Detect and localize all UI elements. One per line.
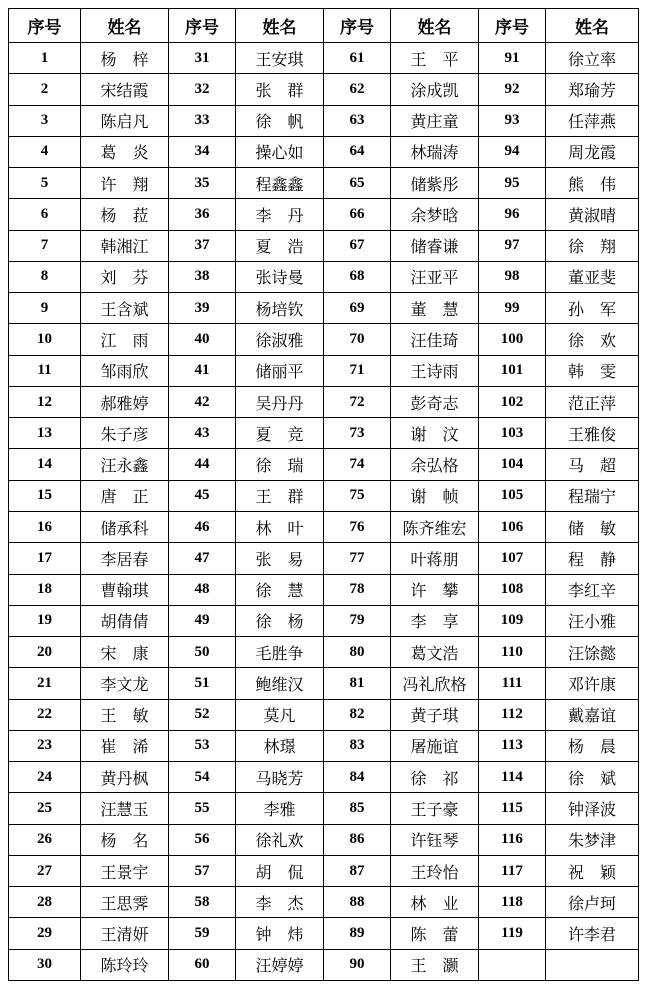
name-cell: 马 超 — [546, 449, 639, 480]
table-row — [9, 574, 639, 605]
index-cell: 7 — [9, 230, 81, 261]
index-cell: 78 — [324, 574, 391, 605]
index-cell: 76 — [324, 511, 391, 542]
name-cell: 汪永鑫 — [81, 449, 169, 480]
index-cell: 13 — [9, 418, 81, 449]
index-cell: 79 — [324, 605, 391, 636]
name-cell: 汪小雅 — [546, 605, 639, 636]
name-cell: 余梦晗 — [391, 199, 479, 230]
name-cell: 许钰琴 — [391, 824, 479, 855]
index-cell: 18 — [9, 574, 81, 605]
name-cell: 黄子琪 — [391, 699, 479, 730]
index-cell: 70 — [324, 324, 391, 355]
index-cell: 57 — [169, 855, 236, 886]
name-cell: 葛文浩 — [391, 637, 479, 668]
name-cell: 林瑞涛 — [391, 136, 479, 167]
table-row — [9, 887, 639, 918]
name-cell: 朱子彦 — [81, 418, 169, 449]
table-row — [9, 668, 639, 699]
index-cell: 5 — [9, 168, 81, 199]
name-cell: 程鑫鑫 — [236, 168, 324, 199]
index-cell: 109 — [479, 605, 546, 636]
name-cell: 王思霁 — [81, 887, 169, 918]
name-cell: 林 叶 — [236, 511, 324, 542]
table-row — [9, 511, 639, 542]
index-cell: 74 — [324, 449, 391, 480]
name-cell: 董 慧 — [391, 293, 479, 324]
header-name-cell: 姓名 — [236, 9, 324, 43]
table-row — [9, 949, 639, 980]
index-cell: 92 — [479, 74, 546, 105]
index-cell: 36 — [169, 199, 236, 230]
index-cell: 47 — [169, 543, 236, 574]
index-cell: 83 — [324, 730, 391, 761]
index-cell: 71 — [324, 355, 391, 386]
table-row — [9, 855, 639, 886]
header-row — [9, 9, 639, 43]
name-cell: 黄丹枫 — [81, 762, 169, 793]
name-cell: 徐 帆 — [236, 105, 324, 136]
header-index-cell: 序号 — [9, 9, 81, 43]
name-cell: 崔 浠 — [81, 730, 169, 761]
name-cell: 徐 斌 — [546, 762, 639, 793]
index-cell: 111 — [479, 668, 546, 699]
index-cell: 29 — [9, 918, 81, 949]
index-cell: 96 — [479, 199, 546, 230]
index-cell: 37 — [169, 230, 236, 261]
index-cell: 52 — [169, 699, 236, 730]
index-cell: 54 — [169, 762, 236, 793]
index-cell: 39 — [169, 293, 236, 324]
name-cell: 徐立率 — [546, 43, 639, 74]
table-row — [9, 480, 639, 511]
index-cell: 114 — [479, 762, 546, 793]
table-row — [9, 230, 639, 261]
index-cell: 93 — [479, 105, 546, 136]
index-cell: 90 — [324, 949, 391, 980]
table-row — [9, 762, 639, 793]
name-cell: 范正萍 — [546, 386, 639, 417]
index-cell: 9 — [9, 293, 81, 324]
name-cell: 熊 伟 — [546, 168, 639, 199]
index-cell: 118 — [479, 887, 546, 918]
index-cell: 116 — [479, 824, 546, 855]
index-cell: 68 — [324, 261, 391, 292]
index-cell: 20 — [9, 637, 81, 668]
index-cell: 42 — [169, 386, 236, 417]
index-cell: 1 — [9, 43, 81, 74]
name-cell: 王雅俊 — [546, 418, 639, 449]
name-cell: 胡倩倩 — [81, 605, 169, 636]
name-cell: 祝 颖 — [546, 855, 639, 886]
index-cell: 25 — [9, 793, 81, 824]
name-cell: 邹雨欣 — [81, 355, 169, 386]
name-cell: 李文龙 — [81, 668, 169, 699]
index-cell: 17 — [9, 543, 81, 574]
index-cell: 2 — [9, 74, 81, 105]
index-cell: 77 — [324, 543, 391, 574]
name-cell: 汪婷婷 — [236, 949, 324, 980]
table-row — [9, 43, 639, 74]
index-cell: 80 — [324, 637, 391, 668]
name-cell: 谢 汶 — [391, 418, 479, 449]
index-cell: 27 — [9, 855, 81, 886]
table-row — [9, 543, 639, 574]
header-name-cell: 姓名 — [391, 9, 479, 43]
index-cell: 87 — [324, 855, 391, 886]
index-cell: 73 — [324, 418, 391, 449]
index-cell: 45 — [169, 480, 236, 511]
table-row — [9, 730, 639, 761]
header-index-cell: 序号 — [324, 9, 391, 43]
index-cell: 60 — [169, 949, 236, 980]
index-cell: 41 — [169, 355, 236, 386]
name-cell: 张 群 — [236, 74, 324, 105]
table-row — [9, 324, 639, 355]
name-cell: 韩湘江 — [81, 230, 169, 261]
name-cell: 叶蒋朋 — [391, 543, 479, 574]
table-header — [9, 9, 639, 43]
name-cell: 王 敏 — [81, 699, 169, 730]
index-cell: 43 — [169, 418, 236, 449]
index-cell: 14 — [9, 449, 81, 480]
name-cell: 王诗雨 — [391, 355, 479, 386]
name-cell: 黄淑晴 — [546, 199, 639, 230]
index-cell: 4 — [9, 136, 81, 167]
index-cell: 32 — [169, 74, 236, 105]
name-cell: 林 业 — [391, 887, 479, 918]
index-cell: 3 — [9, 105, 81, 136]
index-cell: 46 — [169, 511, 236, 542]
header-index-cell: 序号 — [169, 9, 236, 43]
index-cell: 97 — [479, 230, 546, 261]
index-cell: 105 — [479, 480, 546, 511]
index-cell: 98 — [479, 261, 546, 292]
name-cell: 汪佳琦 — [391, 324, 479, 355]
name-cell: 彭奇志 — [391, 386, 479, 417]
name-cell — [546, 949, 639, 980]
index-cell: 113 — [479, 730, 546, 761]
index-cell: 48 — [169, 574, 236, 605]
name-cell: 董亚斐 — [546, 261, 639, 292]
table-row — [9, 605, 639, 636]
index-cell: 28 — [9, 887, 81, 918]
index-cell: 100 — [479, 324, 546, 355]
index-cell: 115 — [479, 793, 546, 824]
name-cell: 王含斌 — [81, 293, 169, 324]
name-cell: 朱梦津 — [546, 824, 639, 855]
name-cell: 唐 正 — [81, 480, 169, 511]
name-cell: 夏 竞 — [236, 418, 324, 449]
name-cell: 操心如 — [236, 136, 324, 167]
index-cell: 51 — [169, 668, 236, 699]
index-cell: 67 — [324, 230, 391, 261]
name-cell: 徐淑雅 — [236, 324, 324, 355]
name-cell: 冯礼欣格 — [391, 668, 479, 699]
name-cell: 汪亚平 — [391, 261, 479, 292]
index-cell: 15 — [9, 480, 81, 511]
name-cell: 陈齐维宏 — [391, 511, 479, 542]
name-cell: 王安琪 — [236, 43, 324, 74]
index-cell: 91 — [479, 43, 546, 74]
index-cell: 119 — [479, 918, 546, 949]
index-cell: 102 — [479, 386, 546, 417]
name-cell: 王景宇 — [81, 855, 169, 886]
table-row — [9, 199, 639, 230]
index-cell: 85 — [324, 793, 391, 824]
index-cell: 22 — [9, 699, 81, 730]
name-cell: 郑瑜芳 — [546, 74, 639, 105]
index-cell: 49 — [169, 605, 236, 636]
name-cell: 王 灏 — [391, 949, 479, 980]
name-cell: 杨培钦 — [236, 293, 324, 324]
name-cell: 徐卢珂 — [546, 887, 639, 918]
name-cell: 钟 炜 — [236, 918, 324, 949]
name-cell: 李雅 — [236, 793, 324, 824]
name-cell: 王玲怡 — [391, 855, 479, 886]
index-cell: 99 — [479, 293, 546, 324]
name-cell: 胡 侃 — [236, 855, 324, 886]
index-cell: 61 — [324, 43, 391, 74]
index-cell: 117 — [479, 855, 546, 886]
header-name-cell: 姓名 — [546, 9, 639, 43]
header-name-cell: 姓名 — [81, 9, 169, 43]
name-cell: 毛胜争 — [236, 637, 324, 668]
name-cell: 涂成凯 — [391, 74, 479, 105]
index-cell: 26 — [9, 824, 81, 855]
table-row — [9, 824, 639, 855]
name-cell: 刘 芬 — [81, 261, 169, 292]
table-row — [9, 74, 639, 105]
name-cell: 杨 名 — [81, 824, 169, 855]
index-cell: 81 — [324, 668, 391, 699]
name-cell: 许李君 — [546, 918, 639, 949]
index-cell: 63 — [324, 105, 391, 136]
index-cell: 65 — [324, 168, 391, 199]
table-row — [9, 918, 639, 949]
index-cell: 11 — [9, 355, 81, 386]
index-cell: 58 — [169, 887, 236, 918]
name-cell: 戴嘉谊 — [546, 699, 639, 730]
name-cell: 李 丹 — [236, 199, 324, 230]
name-cell: 张诗曼 — [236, 261, 324, 292]
name-cell: 储紫彤 — [391, 168, 479, 199]
header-index-cell: 序号 — [479, 9, 546, 43]
name-cell: 周龙霞 — [546, 136, 639, 167]
name-cell: 徐 慧 — [236, 574, 324, 605]
name-cell: 李居春 — [81, 543, 169, 574]
index-cell: 86 — [324, 824, 391, 855]
name-cell: 陈 蕾 — [391, 918, 479, 949]
name-cell: 储 敏 — [546, 511, 639, 542]
name-cell: 李 享 — [391, 605, 479, 636]
name-cell: 钟泽波 — [546, 793, 639, 824]
index-cell: 106 — [479, 511, 546, 542]
table-row — [9, 418, 639, 449]
index-cell: 95 — [479, 168, 546, 199]
index-cell: 31 — [169, 43, 236, 74]
index-cell: 88 — [324, 887, 391, 918]
name-cell: 杨 梓 — [81, 43, 169, 74]
table-row — [9, 793, 639, 824]
index-cell: 34 — [169, 136, 236, 167]
index-cell: 108 — [479, 574, 546, 605]
name-cell: 许 攀 — [391, 574, 479, 605]
name-cell: 韩 雯 — [546, 355, 639, 386]
name-cell: 夏 浩 — [236, 230, 324, 261]
name-cell: 王 群 — [236, 480, 324, 511]
name-cell: 徐 欢 — [546, 324, 639, 355]
name-cell: 鲍维汉 — [236, 668, 324, 699]
roster-table — [8, 8, 639, 981]
index-cell: 82 — [324, 699, 391, 730]
name-cell: 黄庄童 — [391, 105, 479, 136]
index-cell: 21 — [9, 668, 81, 699]
name-cell: 林璟 — [236, 730, 324, 761]
index-cell: 94 — [479, 136, 546, 167]
name-cell: 张 易 — [236, 543, 324, 574]
index-cell: 12 — [9, 386, 81, 417]
index-cell: 56 — [169, 824, 236, 855]
name-cell: 徐 翔 — [546, 230, 639, 261]
index-cell: 104 — [479, 449, 546, 480]
table-row — [9, 699, 639, 730]
index-cell: 53 — [169, 730, 236, 761]
name-cell: 莫凡 — [236, 699, 324, 730]
index-cell: 6 — [9, 199, 81, 230]
name-cell: 汪慧玉 — [81, 793, 169, 824]
name-cell: 屠施谊 — [391, 730, 479, 761]
index-cell: 101 — [479, 355, 546, 386]
index-cell: 16 — [9, 511, 81, 542]
name-cell: 汪馀懿 — [546, 637, 639, 668]
table-body — [9, 43, 639, 981]
name-cell: 徐 杨 — [236, 605, 324, 636]
name-cell: 马晓芳 — [236, 762, 324, 793]
index-cell: 103 — [479, 418, 546, 449]
name-cell: 徐礼欢 — [236, 824, 324, 855]
name-cell: 徐 祁 — [391, 762, 479, 793]
table-row — [9, 105, 639, 136]
index-cell: 50 — [169, 637, 236, 668]
index-cell — [479, 949, 546, 980]
name-cell: 储丽平 — [236, 355, 324, 386]
index-cell: 75 — [324, 480, 391, 511]
index-cell: 62 — [324, 74, 391, 105]
name-cell: 宋结霞 — [81, 74, 169, 105]
index-cell: 66 — [324, 199, 391, 230]
index-cell: 64 — [324, 136, 391, 167]
name-cell: 宋 康 — [81, 637, 169, 668]
index-cell: 35 — [169, 168, 236, 199]
table-row — [9, 136, 639, 167]
name-cell: 储睿谦 — [391, 230, 479, 261]
index-cell: 69 — [324, 293, 391, 324]
name-cell: 杨 晨 — [546, 730, 639, 761]
name-cell: 程瑞宁 — [546, 480, 639, 511]
index-cell: 59 — [169, 918, 236, 949]
index-cell: 107 — [479, 543, 546, 574]
table-row — [9, 386, 639, 417]
index-cell: 19 — [9, 605, 81, 636]
index-cell: 10 — [9, 324, 81, 355]
name-cell: 程 静 — [546, 543, 639, 574]
name-cell: 任萍燕 — [546, 105, 639, 136]
index-cell: 33 — [169, 105, 236, 136]
name-cell: 江 雨 — [81, 324, 169, 355]
table-row — [9, 637, 639, 668]
index-cell: 55 — [169, 793, 236, 824]
name-cell: 吴丹丹 — [236, 386, 324, 417]
index-cell: 110 — [479, 637, 546, 668]
name-cell: 葛 炎 — [81, 136, 169, 167]
table-row — [9, 261, 639, 292]
index-cell: 84 — [324, 762, 391, 793]
index-cell: 40 — [169, 324, 236, 355]
index-cell: 8 — [9, 261, 81, 292]
index-cell: 112 — [479, 699, 546, 730]
index-cell: 30 — [9, 949, 81, 980]
table-row — [9, 293, 639, 324]
name-cell: 郝雅婷 — [81, 386, 169, 417]
table-row — [9, 449, 639, 480]
index-cell: 24 — [9, 762, 81, 793]
name-cell: 王子豪 — [391, 793, 479, 824]
index-cell: 72 — [324, 386, 391, 417]
table-row — [9, 168, 639, 199]
index-cell: 23 — [9, 730, 81, 761]
name-cell: 王清妍 — [81, 918, 169, 949]
index-cell: 44 — [169, 449, 236, 480]
name-cell: 储承科 — [81, 511, 169, 542]
name-cell: 徐 瑞 — [236, 449, 324, 480]
name-cell: 王 平 — [391, 43, 479, 74]
name-cell: 许 翔 — [81, 168, 169, 199]
index-cell: 89 — [324, 918, 391, 949]
table-row — [9, 355, 639, 386]
name-cell: 曹翰琪 — [81, 574, 169, 605]
name-cell: 谢 帧 — [391, 480, 479, 511]
name-cell: 李 杰 — [236, 887, 324, 918]
name-cell: 陈启凡 — [81, 105, 169, 136]
name-cell: 杨 菈 — [81, 199, 169, 230]
name-cell: 陈玲玲 — [81, 949, 169, 980]
name-cell: 余弘格 — [391, 449, 479, 480]
name-cell: 邓许康 — [546, 668, 639, 699]
name-cell: 孙 军 — [546, 293, 639, 324]
index-cell: 38 — [169, 261, 236, 292]
name-cell: 李红辛 — [546, 574, 639, 605]
